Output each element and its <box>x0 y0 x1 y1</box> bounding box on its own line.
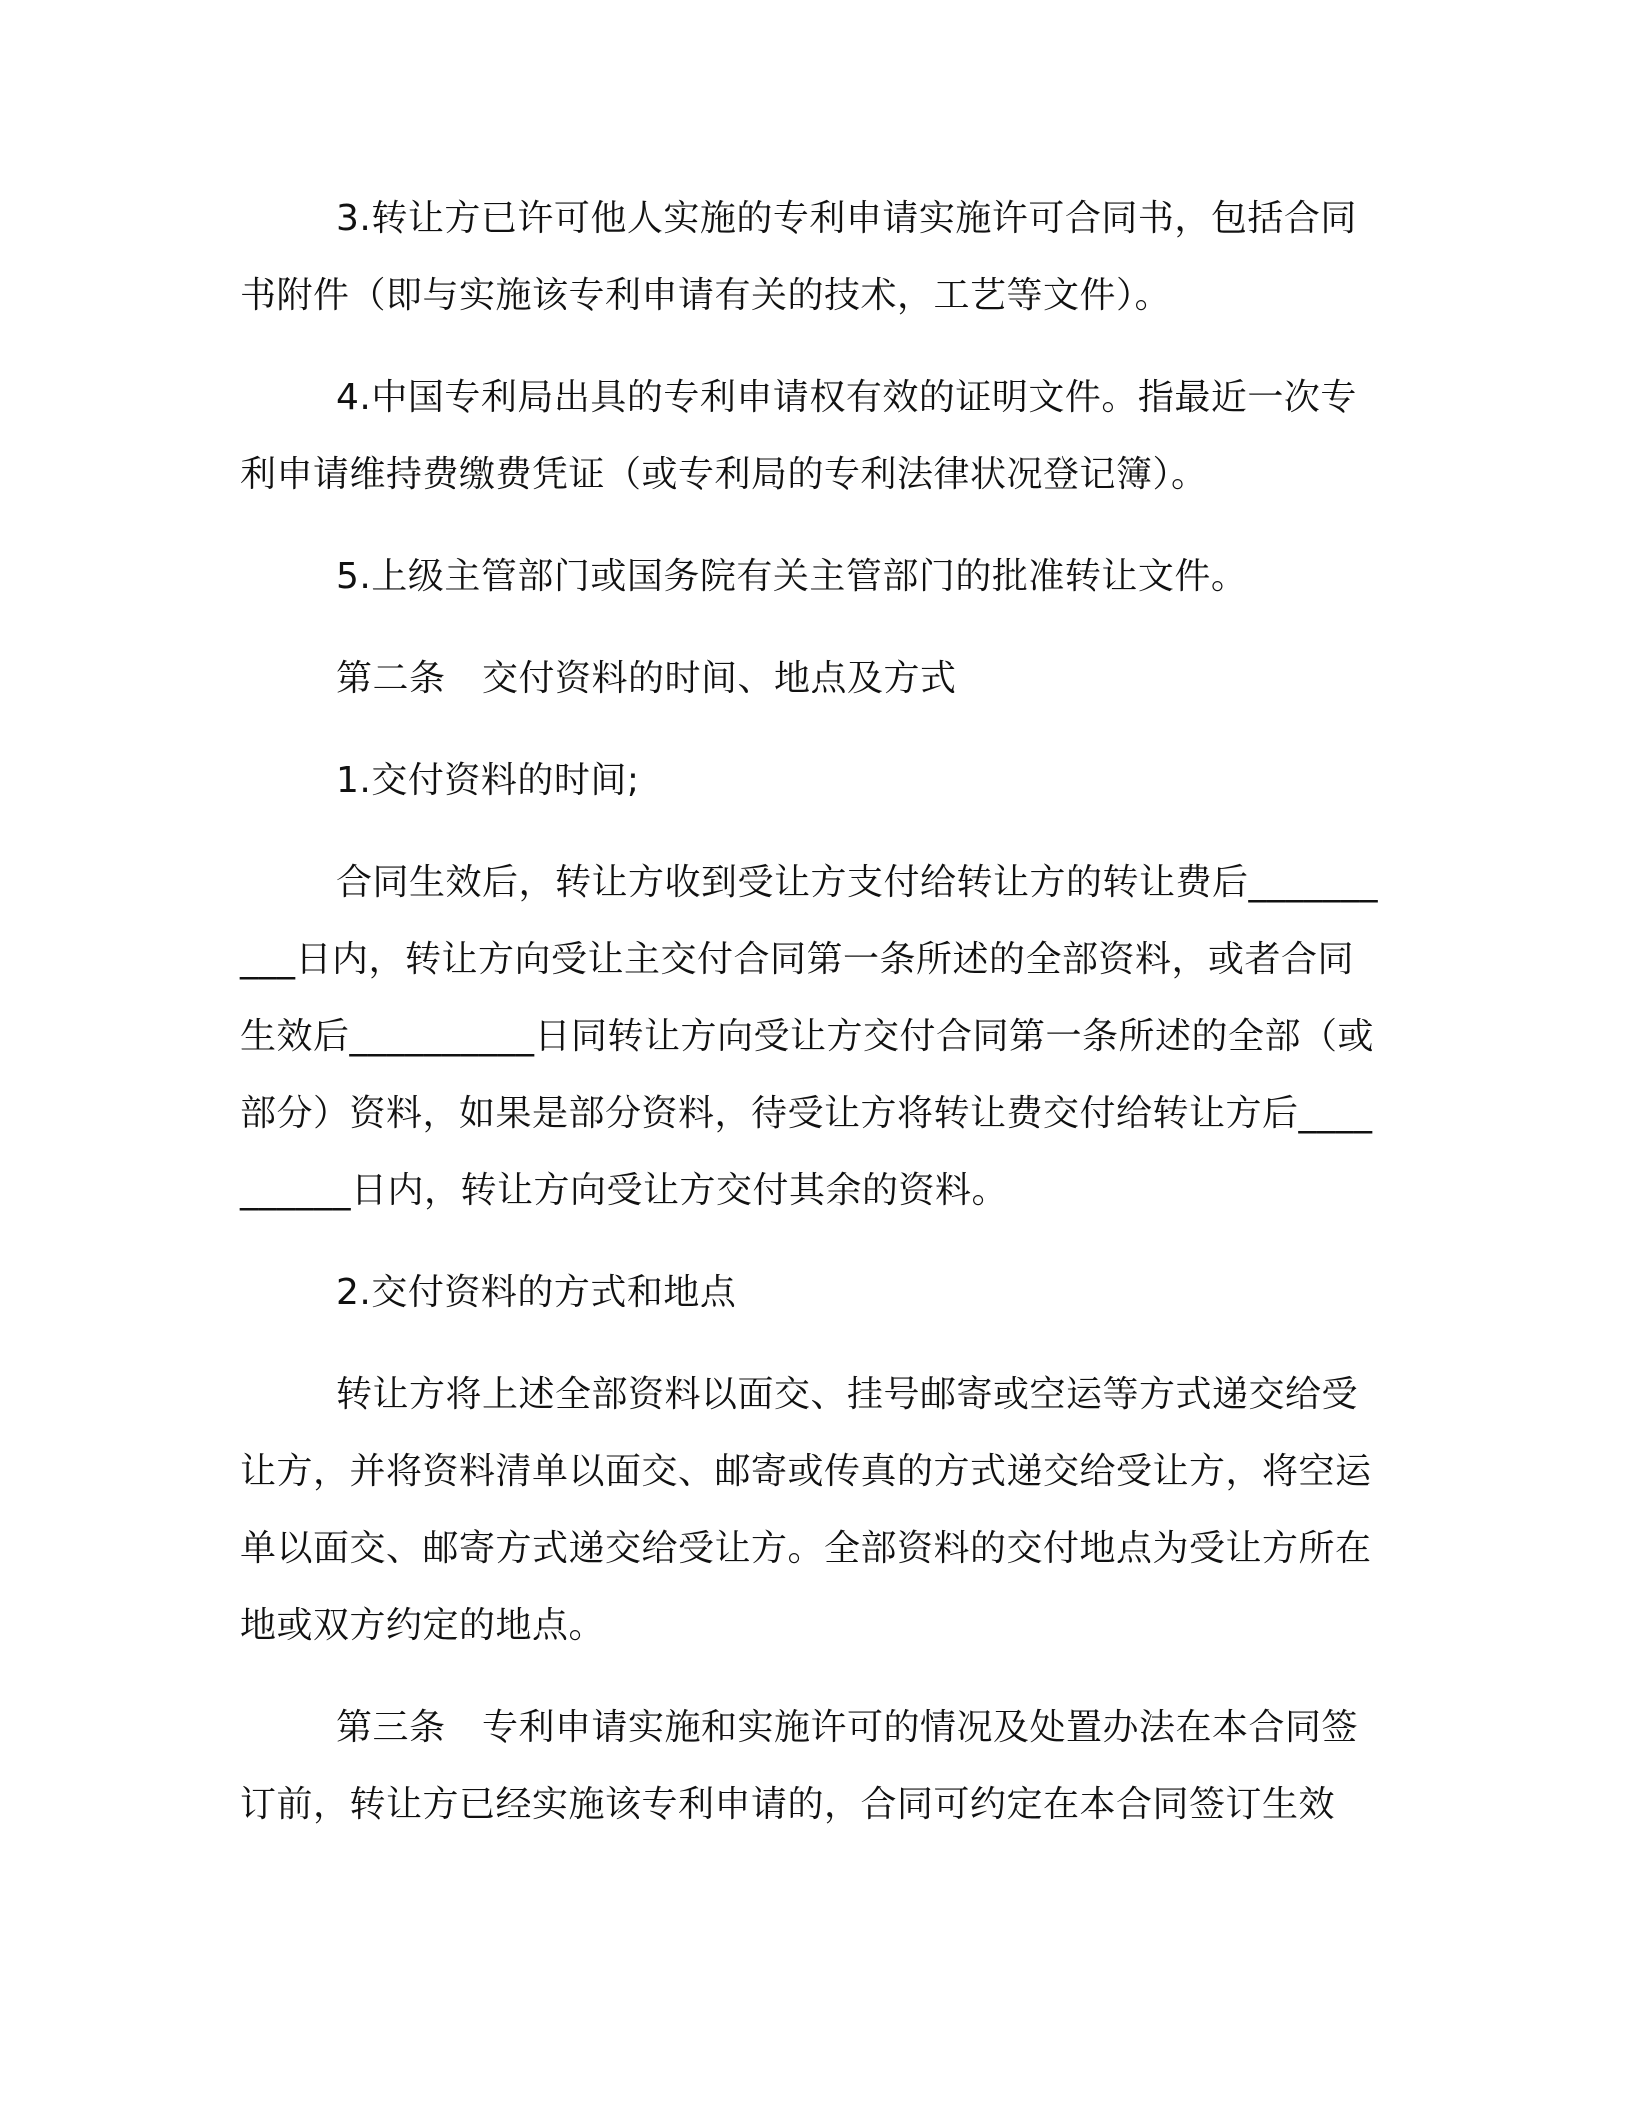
article-3-paragraph: 第三条 专利申请实施和实施许可的情况及处置办法在本合同签订前，转让方已经实施该专利申请的，合同可约定在本合同签订生效 <box>240 1707 1359 1825</box>
paragraph-item-5-approval-documents: 5.上级主管部门或国务院有关主管部门的批准转让文件。 <box>336 556 1248 597</box>
delivery-time-heading: 1.交付资料的时间; <box>336 760 640 801</box>
delivery-time-paragraph: 合同生效后，转让方收到受让方支付给转让方的转让费后__________日内，转让方向受让主交付合同第一条所述的全部资料，或者合同生效后__________日同转让方向受让方交付合同第一条所述的全部（或部分）资料，如果是部分资料，待受让方将转让费交付给转让方后__________日内，转让方向受让方交付其余的资料。 <box>240 862 1379 1211</box>
delivery-method-heading: 2.交付资料的方式和地点 <box>336 1272 737 1313</box>
document-body <box>240 180 1390 1843</box>
paragraph-item-3-license-contract: 3.转让方已许可他人实施的专利申请实施许可合同书，包括合同书附件（即与实施该专利申请有关的技术，工艺等文件）。 <box>240 198 1357 316</box>
paragraph-item-4-validity-certificate: 4.中国专利局出具的专利申请权有效的证明文件。指最近一次专利申请维持费缴费凭证（或专利局的专利法律状况登记簿）。 <box>240 377 1357 495</box>
article-2-heading: 第二条 交付资料的时间、地点及方式 <box>336 658 957 699</box>
delivery-method-paragraph: 转让方将上述全部资料以面交、挂号邮寄或空运等方式递交给受让方，并将资料清单以面交、邮寄或传真的方式递交给受让方，将空运单以面交、邮寄方式递交给受让方。全部资料的交付地点为受让方所在地或双方约定的地点。 <box>240 1374 1372 1646</box>
